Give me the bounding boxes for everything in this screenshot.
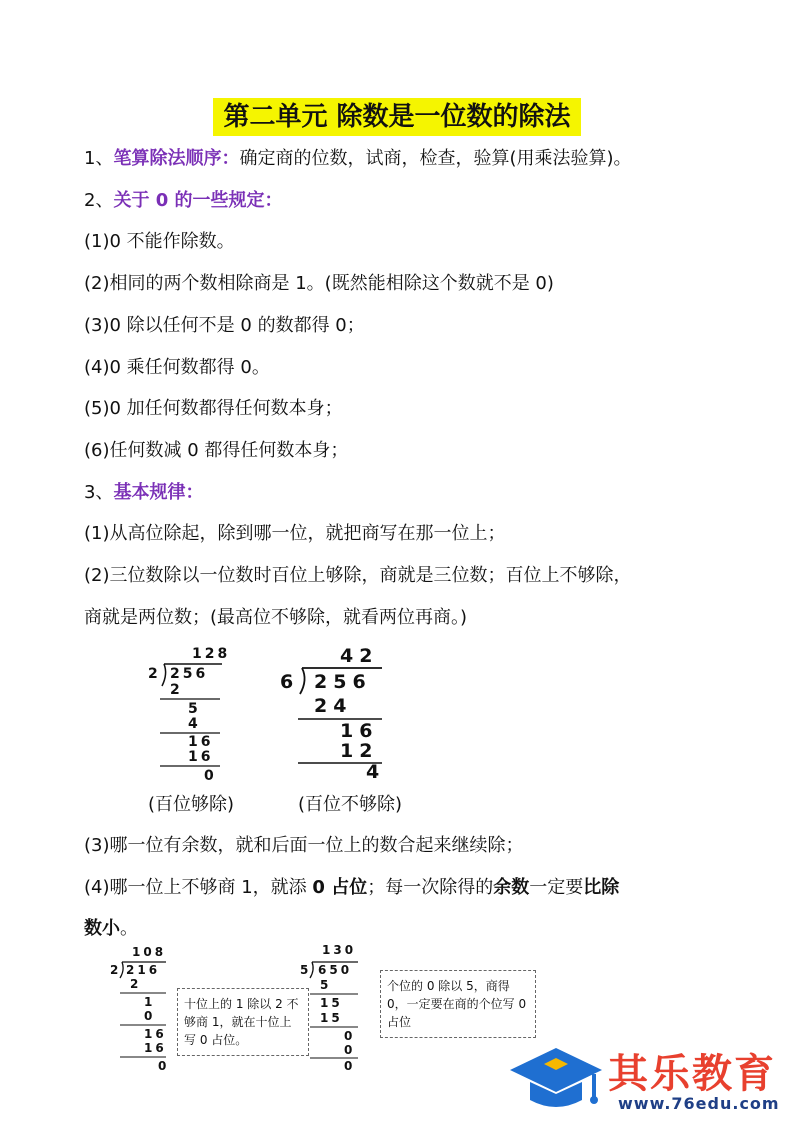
item-3-number: 3、 [84,482,114,503]
divisor: 6 [280,671,294,693]
division-example-2 [278,642,388,782]
caption-2: (百位不够除) [298,794,403,815]
step: 4 [366,761,380,782]
law-4-text: 一定要 [529,877,584,898]
law-4-bold: 数小 [84,918,120,939]
step: 4 [188,716,198,732]
step: 0 [204,768,214,782]
caption-1: (百位够除) [148,794,235,815]
step: 12 [340,740,379,762]
note-2: 个位的 0 除以 5，商得 0，一定要在商的个位写 0 占位 [380,970,536,1038]
rule-5: (5)0 加任何数都得任何数本身； [84,398,343,419]
step: 1 [144,995,153,1009]
quotient: 130 [322,943,357,957]
brand-name: 其乐教育 [608,1051,776,1097]
step: 0 [158,1059,167,1072]
quotient: 108 [132,945,167,959]
item-2 [84,188,283,214]
step: 5 [320,978,329,992]
law-4-text: ；每一次除得的 [367,877,494,898]
step: 16 [144,1027,167,1041]
step: 16 [188,734,214,750]
item-1-text: 确定商的位数，试商，检查，验算(用乘法验算)。 [239,148,632,169]
quotient: 42 [340,645,379,667]
divisor: 2 [148,666,158,682]
step: 16 [188,749,214,765]
dividend: 256 [170,666,209,682]
divisor: 5 [300,963,309,977]
step: 15 [320,1011,343,1025]
law-4-text: (4)哪一位上不够商 1，就添 [84,877,313,898]
step: 0 [344,1043,353,1057]
dividend: 256 [314,671,372,693]
dividend: 650 [318,963,353,977]
step: 2 [170,682,180,698]
item-3-key: 基本规律： [113,482,204,503]
law-4-text: 。 [120,918,138,939]
item-1-key: 笔算除法顺序： [113,148,240,169]
step: 5 [188,701,198,717]
law-4b [84,916,138,942]
dividend: 216 [126,963,161,977]
law-1: (1)从高位除起，除到哪一位，就把商写在那一位上； [84,523,506,544]
item-2-number: 2、 [84,190,114,211]
rule-3: (3)0 除以任何不是 0 的数都得 0； [84,315,365,336]
item-1 [84,146,632,172]
law-2a: (2)三位数除以一位数时百位上够除，商就是三位数；百位上不够除， [84,565,632,586]
division-example-3 [104,942,174,1072]
step: 24 [314,695,353,717]
step: 16 [144,1041,167,1055]
brand-logo [508,1040,788,1118]
step: 2 [130,977,139,991]
step: 15 [320,996,343,1010]
rule-1: (1)0 不能作除数。 [84,231,235,252]
division-example-4 [296,940,366,1072]
step: 0 [344,1059,353,1072]
law-4-bold: 比除 [583,877,620,898]
law-4-bold: 0 占位 [312,877,368,898]
rule-4: (4)0 乘任何数都得 0。 [84,357,270,378]
rule-2: (2)相同的两个数相除商是 1。(既然能相除这个数就不是 0) [84,273,554,294]
step: 16 [340,720,379,742]
item-1-number: 1、 [84,148,114,169]
law-4a [84,875,619,901]
law-2b: 商就是两位数；(最高位不够除，就看两位再商。) [84,607,468,628]
law-3: (3)哪一位有余数，就和后面一位上的数合起来继续除； [84,835,524,856]
quotient: 128 [192,646,230,662]
item-3 [84,480,203,506]
item-2-key: 关于 0 的一些规定： [113,190,283,211]
note-1: 十位上的 1 除以 2 不够商 1，就在十位上写 0 占位。 [177,988,309,1056]
page-title: 第二单元 除数是一位数的除法 [213,98,581,136]
divisor: 2 [110,963,119,977]
division-example-1 [140,642,230,782]
step: 0 [144,1009,153,1023]
law-4-bold: 余数 [493,877,530,898]
rule-6: (6)任何数减 0 都得任何数本身； [84,440,349,461]
step: 0 [344,1029,353,1043]
brand-url: www.76edu.com [618,1094,780,1113]
graduation-cap-icon [508,1042,604,1114]
